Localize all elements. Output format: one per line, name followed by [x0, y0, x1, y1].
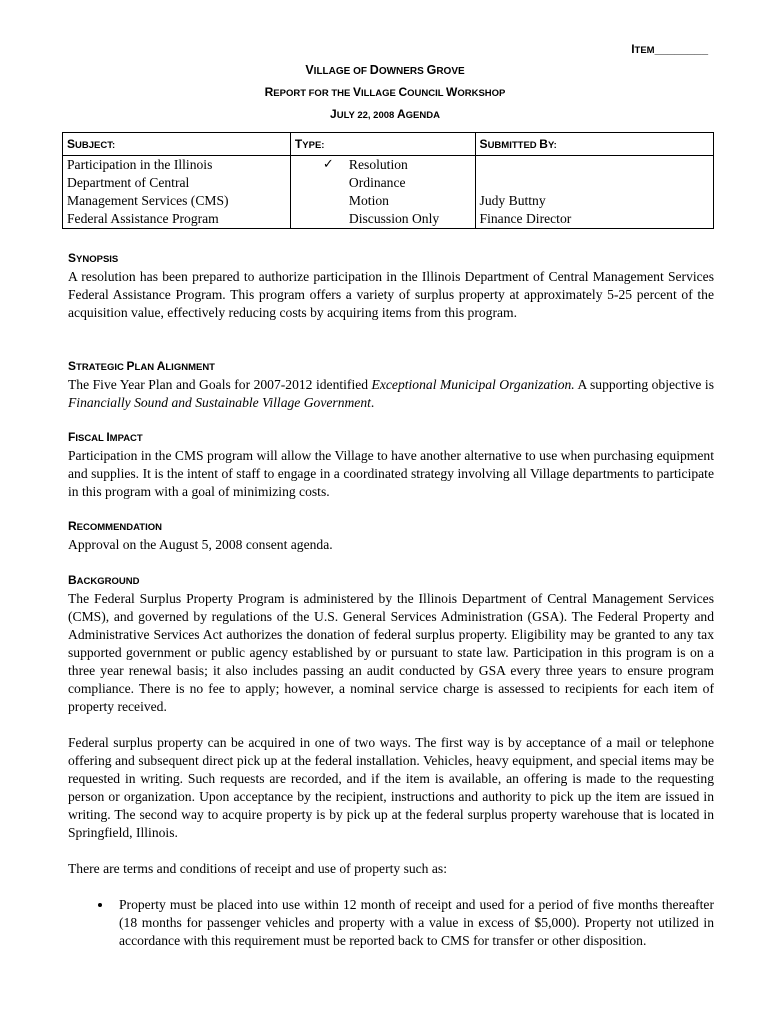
section-heading: FISCAL IMPACT: [68, 430, 143, 444]
fiscal-impact-section: [68, 429, 714, 501]
submitted-by-cell: [475, 156, 713, 229]
synopsis-text: A resolution has been prepared to authorize participation in the Illinois Department of Central Management Services Federal Assistance Program. This program offers a variety of surplus property at approximately 5-25 percent of the acquisition value, effectively reducing costs by acquiring items from this program.: [68, 269, 714, 320]
subject-line: Participation in the Illinois: [67, 157, 213, 172]
submitted-by-header: SUBMITTED BY:: [475, 133, 713, 156]
strategic-text: The Five Year Plan and Goals for 2007-2012 identified Exceptional Municipal Organization. A supporting objective is Financially Sound and Sustainable Village Government.: [68, 377, 715, 410]
item-number-label: ITEM________: [631, 42, 708, 56]
synopsis-section: [68, 250, 714, 322]
fiscal-impact-text: Participation in the CMS program will allow the Village to have another alternative to use when purchasing equipment and supplies. It is the intent of staff to engage in a coordinated strategy involving all Village departments to participate in this program with a goal of minimizing costs.: [68, 448, 714, 499]
checkmark-icon: ✓: [322, 157, 334, 172]
type-option-discussion: Discussion Only: [348, 211, 440, 226]
agenda-item-table: [62, 132, 714, 229]
type-option-motion: Motion: [348, 193, 389, 208]
list-item: • Property must be placed into use within 12 month of receipt and used for a period of five months thereafter (18 months for passenger vehicles and property with a value in excess of $5,000). Property not utilized in accordance with this requirement must be reported back to CMS for transfer or other disposition.: [113, 896, 714, 950]
type-option-resolution: ✓ Resolution: [291, 156, 475, 174]
background-paragraph: Federal surplus property can be acquired in one of two ways. The first way is by acceptance of a mail or telephone offering and subsequent direct pick up at the federal installation. Vehicles, heavy equipment, and special items may be requested in writing. Such requests are recorded, and if the item is available, an offering is made to the requesting person or organization. Upon acceptance by the recipient, instructions and authority to pick up the item are issued in writing. The second way to acquire property is by pick up at the federal surplus property warehouse that is located in Springfield, Illinois.: [68, 735, 714, 840]
section-heading: BACKGROUND: [68, 573, 140, 587]
submitter-title: Finance Director: [479, 211, 572, 226]
terms-list: [68, 896, 714, 950]
subject-line: Department of Central: [67, 175, 190, 190]
agenda-date: JULY 22, 2008 AGENDA: [330, 107, 440, 121]
subject-line: Federal Assistance Program: [67, 211, 219, 226]
village-title: VILLAGE OF DOWNERS GROVE: [305, 63, 465, 77]
type-header: TYPE:: [290, 133, 475, 156]
section-heading: SYNOPSIS: [68, 251, 119, 265]
section-heading: STRATEGIC PLAN ALIGNMENT: [68, 359, 215, 373]
subject-cell: [63, 156, 291, 229]
submitter-name: Judy Buttny: [479, 193, 546, 208]
recommendation-section: [68, 518, 714, 554]
background-paragraph: There are terms and conditions of receipt and use of property such as:: [68, 861, 447, 876]
type-option-ordinance: Ordinance: [348, 175, 406, 190]
background-paragraph: The Federal Surplus Property Program is administered by the Illinois Department of Central Management Services (CMS), and governed by regulations of the U.S. General Services Administration (GSA). The Federal Property and Administrative Services Act authorizes the donation of federal surplus property. Eligibility may be granted to any tax supported government or public agency established by or pursuant to state law. Participation in this program is on a three year renewal basis; it also includes passing an audit conducted by GSA every three years to ensure program compliance. There is no fee to apply; however, a nominal service charge is assessed to recipients for each item of property received.: [68, 591, 714, 714]
type-cell: [290, 156, 475, 229]
recommendation-text: Approval on the August 5, 2008 consent agenda.: [68, 537, 333, 552]
report-title: REPORT FOR THE VILLAGE COUNCIL WORKSHOP: [264, 85, 506, 99]
subject-line: Management Services (CMS): [67, 193, 229, 208]
subject-header: SUBJECT:: [63, 133, 291, 156]
background-section: [68, 572, 714, 950]
strategic-plan-section: [68, 358, 714, 412]
section-heading: RECOMMENDATION: [68, 519, 162, 533]
document-header: [0, 60, 770, 126]
